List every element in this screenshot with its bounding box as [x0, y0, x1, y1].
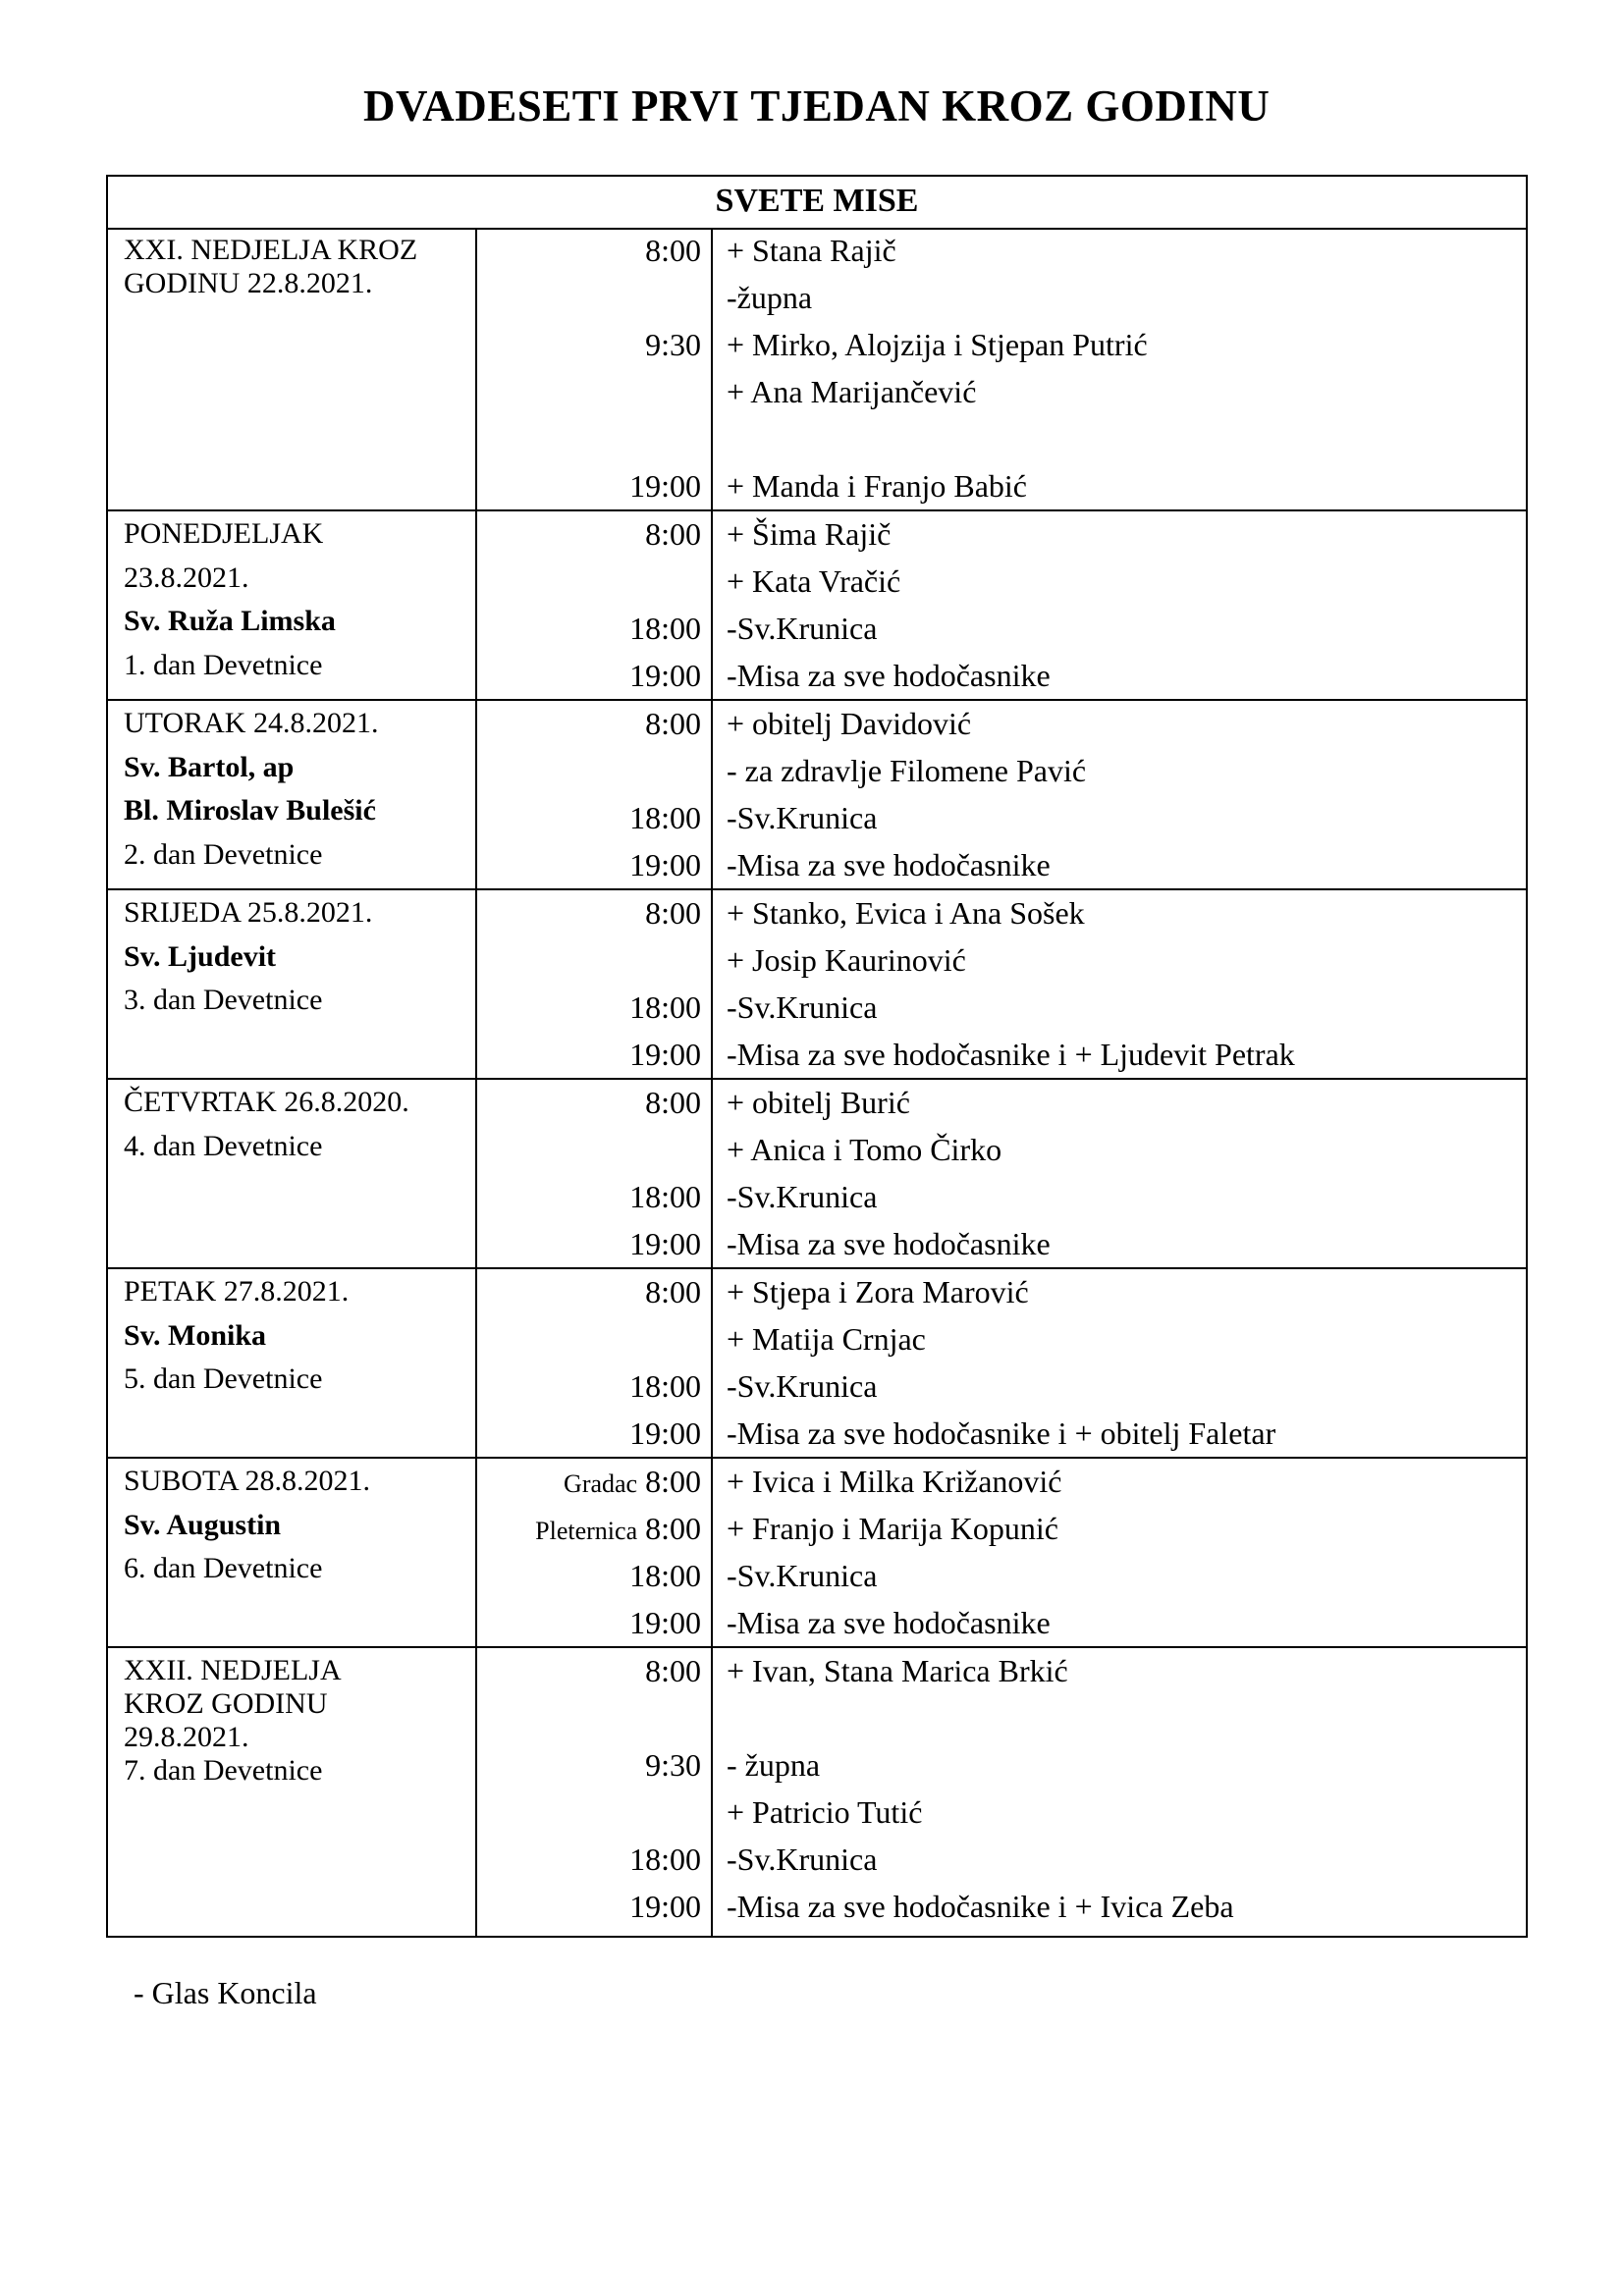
mass-time	[477, 1606, 701, 1639]
day-label: 6. dan Devetnice	[124, 1552, 323, 1584]
time-value: 8:00	[645, 516, 701, 552]
day-label: GODINU 22.8.2021.	[124, 267, 373, 299]
feast-name: Sv. Bartol, ap	[124, 750, 295, 783]
mass-intention: -Misa za sve hodočasnike i + Ljudevit Petrak	[727, 1037, 1295, 1072]
page-title: DVADESETI PRVI TJEDAN KROZ GODINU	[363, 81, 1271, 131]
day-row	[108, 890, 1526, 1080]
mass-intention: + Ivica i Milka Križanović	[727, 1464, 1062, 1499]
mass-intention: + Kata Vračić	[727, 563, 901, 599]
day-label: 1. dan Devetnice	[124, 648, 323, 681]
day-row	[108, 511, 1526, 701]
day-row	[108, 228, 1526, 511]
mass-intention: + Šima Rajič	[727, 516, 892, 552]
mass-time	[477, 1890, 701, 1923]
mass-time	[477, 1086, 701, 1119]
mass-time	[477, 1512, 701, 1548]
mass-time	[477, 234, 701, 267]
mass-intention: -Misa za sve hodočasnike i + Ivica Zeba	[727, 1889, 1234, 1924]
time-value: 8:00	[645, 1511, 701, 1546]
time-value: 18:00	[629, 800, 701, 835]
mass-intention: + Matija Crnjac	[727, 1321, 926, 1357]
time-value: 8:00	[645, 1085, 701, 1120]
time-value: 8:00	[645, 1274, 701, 1309]
mass-intention: + obitelj Davidović	[727, 706, 972, 741]
day-label: XXII. NEDJELJA	[124, 1654, 342, 1686]
mass-intention: + Manda i Franjo Babić	[727, 468, 1027, 504]
mass-time	[477, 990, 701, 1024]
mass-intention: + Ana Marijančević	[727, 374, 977, 409]
mass-intention: -Sv.Krunica	[727, 611, 878, 646]
mass-intention: -Misa za sve hodočasnike	[727, 658, 1051, 693]
day-row	[108, 1648, 1526, 1936]
mass-time	[477, 707, 701, 740]
day-row	[108, 1080, 1526, 1269]
mass-intention: - župna	[727, 1747, 821, 1783]
feast-name: Sv. Ruža Limska	[124, 605, 336, 637]
mass-intention: + Stanko, Evica i Ana Sošek	[727, 895, 1085, 931]
mass-intention: -župna	[727, 280, 813, 315]
mass-intention: + Ivan, Stana Marica Brkić	[727, 1653, 1068, 1688]
mass-time	[477, 1748, 701, 1782]
day-label: SRIJEDA 25.8.2021.	[124, 896, 373, 929]
day-label: 23.8.2021.	[124, 561, 249, 594]
mass-intention: -Sv.Krunica	[727, 1842, 878, 1877]
time-value: 19:00	[629, 1415, 701, 1451]
mass-intention: + obitelj Burić	[727, 1085, 910, 1120]
mass-location: Pleternica	[535, 1517, 638, 1545]
time-value: 8:00	[645, 1464, 701, 1499]
day-label: PONEDJELJAK	[124, 517, 324, 550]
mass-time	[477, 1227, 701, 1260]
day-label: 4. dan Devetnice	[124, 1129, 323, 1162]
time-value: 18:00	[629, 1368, 701, 1404]
time-value: 18:00	[629, 989, 701, 1025]
feast-name: Bl. Miroslav Bulešić	[124, 794, 376, 827]
mass-time	[477, 1654, 701, 1687]
time-value: 8:00	[645, 233, 701, 268]
mass-intention: + Patricio Tutić	[727, 1794, 923, 1830]
mass-intention: -Sv.Krunica	[727, 1558, 878, 1593]
time-value: 18:00	[629, 1558, 701, 1593]
day-label: 7. dan Devetnice	[124, 1754, 323, 1787]
time-value: 18:00	[629, 1179, 701, 1214]
day-row	[108, 1269, 1526, 1459]
time-value: 19:00	[629, 1037, 701, 1072]
day-label: SUBOTA 28.8.2021.	[124, 1465, 370, 1497]
day-label: 3. dan Devetnice	[124, 984, 323, 1016]
mass-schedule-table	[106, 175, 1528, 1938]
time-value: 19:00	[629, 1889, 701, 1924]
source-note: - Glas Koncila	[134, 1975, 317, 2010]
time-value: 18:00	[629, 611, 701, 646]
mass-intention: - za zdravlje Filomene Pavić	[727, 753, 1087, 788]
mass-time	[477, 612, 701, 645]
mass-intention: -Misa za sve hodočasnike	[727, 1605, 1051, 1640]
day-label: XXI. NEDJELJA KROZ	[124, 234, 418, 266]
day-label: 2. dan Devetnice	[124, 837, 323, 871]
time-value: 8:00	[645, 895, 701, 931]
day-label: ČETVRTAK 26.8.2020.	[124, 1086, 409, 1118]
time-value: 19:00	[629, 1226, 701, 1261]
time-value: 18:00	[629, 1842, 701, 1877]
mass-intention: + Mirko, Alojzija i Stjepan Putrić	[727, 327, 1148, 362]
mass-time	[477, 1416, 701, 1450]
mass-time	[477, 469, 701, 503]
mass-intention: + Josip Kaurinović	[727, 942, 966, 978]
mass-intention: -Sv.Krunica	[727, 1179, 878, 1214]
table-header: SVETE MISE	[108, 177, 1526, 230]
mass-intention: + Franjo i Marija Kopunić	[727, 1511, 1058, 1546]
mass-time	[477, 1180, 701, 1213]
feast-name: Sv. Ljudevit	[124, 939, 277, 973]
day-row	[108, 1459, 1526, 1648]
day-row	[108, 701, 1526, 890]
mass-intention: -Misa za sve hodočasnike i + obitelj Faletar	[727, 1415, 1276, 1451]
mass-time	[477, 1465, 701, 1501]
time-value: 8:00	[645, 1653, 701, 1688]
time-value: 19:00	[629, 468, 701, 504]
day-label: PETAK 27.8.2021.	[124, 1275, 350, 1308]
mass-time	[477, 659, 701, 692]
feast-name: Sv. Monika	[124, 1318, 267, 1352]
time-value: 9:30	[645, 1747, 701, 1783]
mass-time	[477, 517, 701, 551]
mass-intention: + Stjepa i Zora Marović	[727, 1274, 1029, 1309]
mass-intention: -Misa za sve hodočasnike	[727, 847, 1051, 882]
mass-intention: -Sv.Krunica	[727, 989, 878, 1025]
time-value: 9:30	[645, 327, 701, 362]
mass-intention: -Sv.Krunica	[727, 800, 878, 835]
mass-time	[477, 328, 701, 361]
mass-time	[477, 1559, 701, 1592]
mass-location: Gradac	[564, 1469, 638, 1498]
day-label: KROZ GODINU	[124, 1687, 328, 1720]
day-label: 5. dan Devetnice	[124, 1362, 323, 1395]
mass-intention: + Stana Rajič	[727, 233, 896, 268]
day-label: UTORAK 24.8.2021.	[124, 707, 379, 739]
mass-intention: -Sv.Krunica	[727, 1368, 878, 1404]
mass-time	[477, 1275, 701, 1308]
day-label: 29.8.2021.	[124, 1721, 249, 1753]
mass-time	[477, 1842, 701, 1876]
time-value: 8:00	[645, 706, 701, 741]
mass-time	[477, 801, 701, 834]
time-value: 19:00	[629, 847, 701, 882]
mass-intention: + Anica i Tomo Čirko	[727, 1132, 1002, 1167]
mass-intention: -Misa za sve hodočasnike	[727, 1226, 1051, 1261]
time-value: 19:00	[629, 1605, 701, 1640]
mass-time	[477, 1038, 701, 1071]
feast-name: Sv. Augustin	[124, 1508, 282, 1541]
time-value: 19:00	[629, 658, 701, 693]
mass-time	[477, 896, 701, 930]
mass-time	[477, 1369, 701, 1403]
mass-time	[477, 848, 701, 881]
